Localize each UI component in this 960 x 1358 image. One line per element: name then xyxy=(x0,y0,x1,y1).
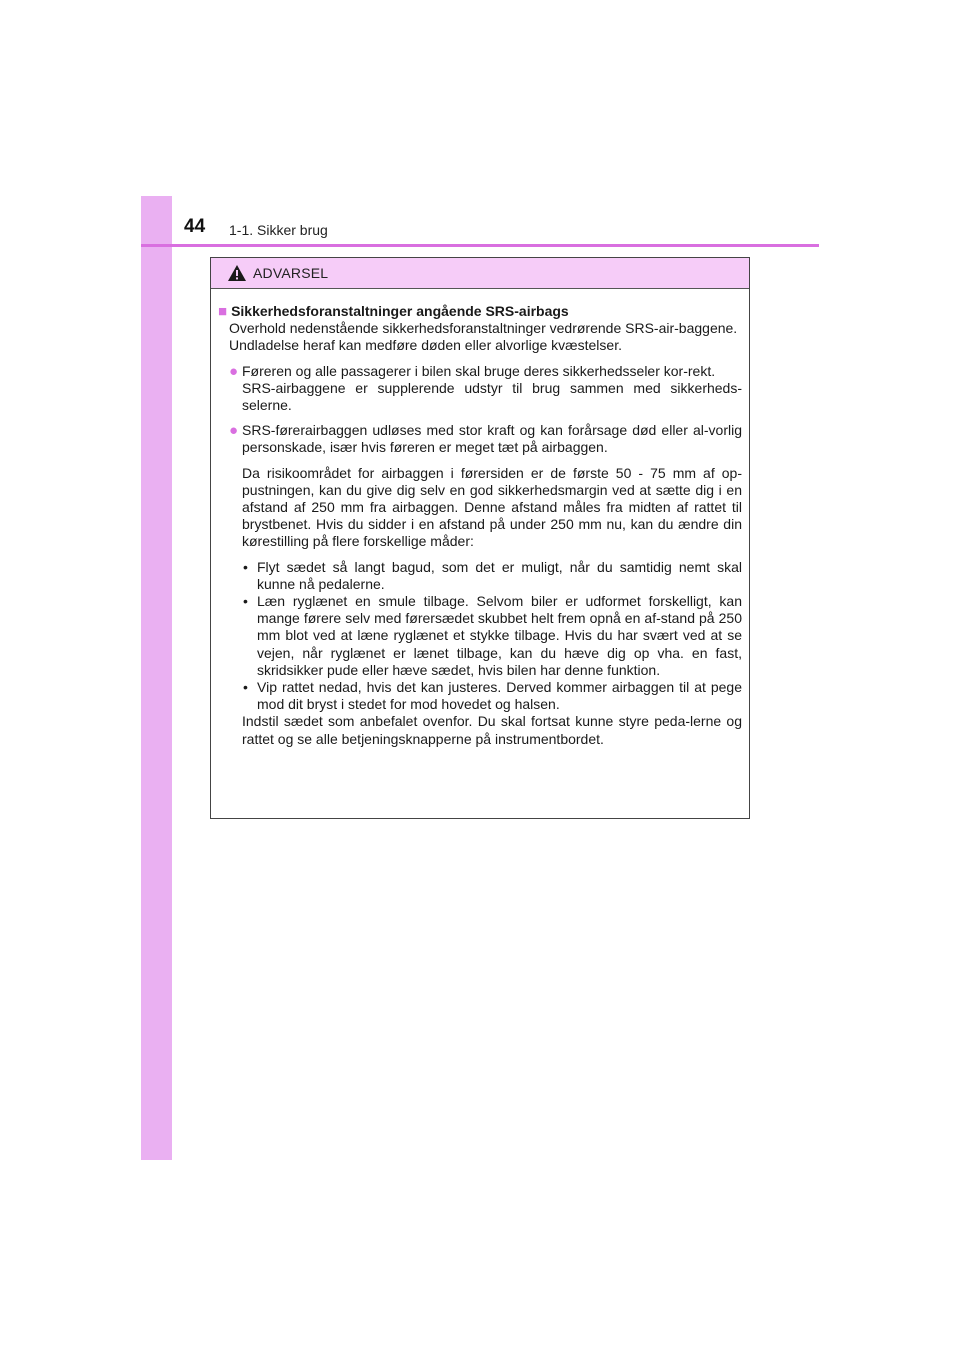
dot-bullet-icon: • xyxy=(243,679,248,696)
bullet-item xyxy=(218,422,742,748)
warning-body xyxy=(211,289,749,748)
dot-bullet-icon: • xyxy=(243,558,248,575)
bullet-item xyxy=(218,363,742,415)
bullet-paragraph: SRS-førerairbaggen udløses med stor kraft og kan forårsage død eller al-vorlig personskade, især hvis føreren er meget tæt på airbaggen. xyxy=(242,422,742,456)
square-bullet-icon: ■ xyxy=(218,303,228,320)
circle-bullet-icon: ● xyxy=(229,422,239,440)
warning-heading-text: Sikkerhedsforanstaltninger angående SRS-airbags xyxy=(231,303,569,319)
warning-triangle-icon xyxy=(227,264,247,282)
side-tab-strip xyxy=(141,196,172,1160)
intro-block xyxy=(218,320,742,354)
warning-label: ADVARSEL xyxy=(253,265,329,281)
list-item-text: Læn ryglænet en smule tilbage. Selvom biler er udformet forskelligt, kan mange førere selv med førersædet skubbet helt frem opnå en af-stand på 250 mm blot ved at læne ryglænet et stykke tilbage. Hvis du har svært ved at se vejen, når ryglænet er lænet tilbage, kan du hæve dig op vha. en fast, skridsikker pude eller hæve sædet, hvis bilen har denne funktion. xyxy=(257,593,742,678)
section-title: 1-1. Sikker brug xyxy=(229,222,328,238)
sub-paragraph: Da risikoområdet for airbaggen i førersiden er de første 50 - 75 mm af op-pustningen, kan du give dig selv en god sikkerhedsmargin ved at sætte dig i en afstand af 250 mm fra airbaggen. Denne afstand måles fra midten af rattet til brystbenet. Hvis du sidder i en afstand på under 250 mm nu, kan du ændre din kørestilling på flere forskellige måder: xyxy=(242,464,742,550)
list-item xyxy=(242,679,742,713)
dot-bullet-icon: • xyxy=(243,593,248,610)
page-number: 44 xyxy=(184,216,206,237)
circle-bullet-icon: ● xyxy=(229,362,239,380)
bullet-paragraph: Føreren og alle passagerer i bilen skal bruge deres sikkerhedsseler kor-rekt. xyxy=(242,362,716,379)
dot-list xyxy=(242,559,742,714)
warning-header xyxy=(211,258,749,289)
intro-paragraph: Undladelse heraf kan medføre døden eller alvorlige kvæstelser. xyxy=(229,337,622,354)
warning-heading xyxy=(218,303,742,320)
list-item xyxy=(242,593,742,679)
list-item-text: Flyt sædet så langt bagud, som det er muligt, når du samtidig nemt skal kunne nå pedalerne. xyxy=(257,558,742,592)
list-item-text: Vip rattet nedad, hvis det kan justeres. Derved kommer airbaggen til at pege mod dit bryst i stedet for mod hovedet og halsen. xyxy=(257,679,742,713)
closing-paragraph: Indstil sædet som anbefalet ovenfor. Du skal fortsat kunne styre peda-lerne og rattet og se alle betjeningsknapperne på instrumentbordet. xyxy=(242,713,742,747)
warning-box xyxy=(210,257,750,819)
list-item xyxy=(242,559,742,593)
header-rule xyxy=(141,244,819,247)
bullet-paragraph: SRS-airbaggene er supplerende udstyr til brug sammen med sikkerheds-selerne. xyxy=(242,379,742,414)
intro-paragraph: Overhold nedenstående sikkerhedsforanstaltninger vedrørende SRS-air-baggene. xyxy=(229,320,738,337)
